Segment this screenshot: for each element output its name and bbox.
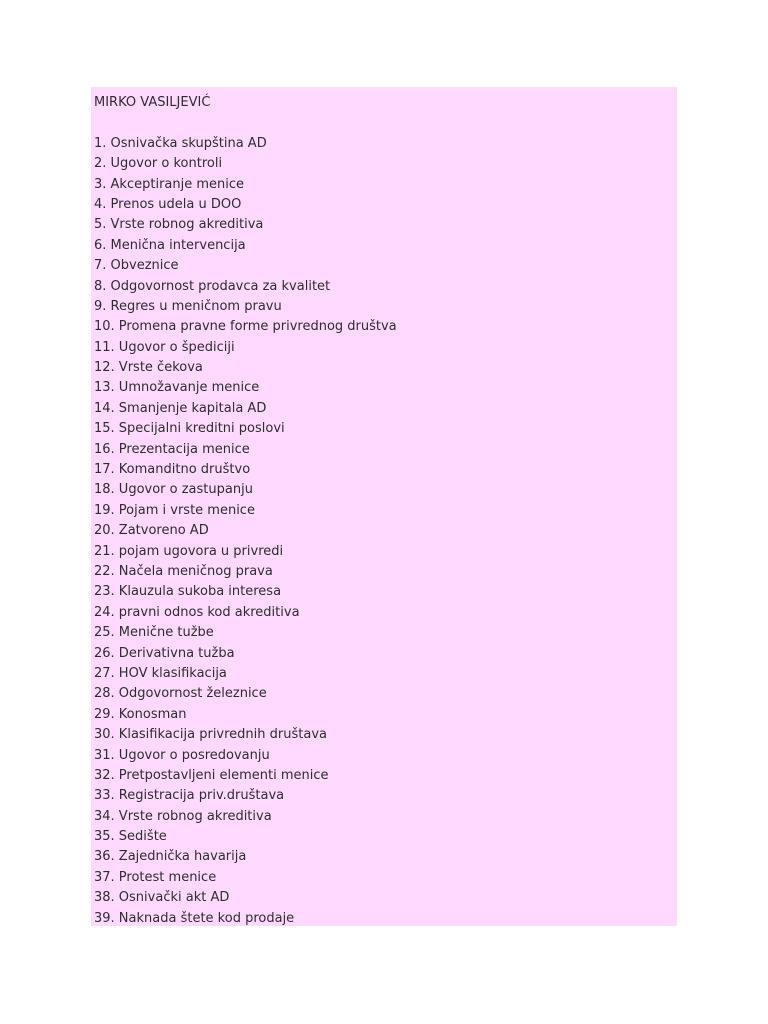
list-item: 18. Ugovor o zastupanju: [94, 482, 253, 498]
list-item: 36. Zajednička havarija: [94, 849, 247, 865]
list-item: 35. Sedište: [94, 829, 167, 845]
list-item: 11. Ugovor o špediciji: [94, 339, 235, 355]
list-item: 24. pravni odnos kod akreditiva: [94, 604, 300, 620]
list-item: 19. Pojam i vrste menice: [94, 502, 255, 518]
list-item: 25. Menične tužbe: [94, 625, 214, 641]
list-item: 27. HOV klasifikacija: [94, 665, 227, 681]
list-item: 21. pojam ugovora u privredi: [94, 543, 284, 559]
list-item: 6. Menična intervencija: [94, 237, 246, 253]
list-item: 23. Klauzula sukoba interesa: [94, 584, 282, 600]
list-item: 16. Prezentacija menice: [94, 441, 250, 457]
topic-list: [94, 134, 677, 926]
list-item: 15. Specijalni kreditni poslovi: [94, 421, 285, 437]
list-item: 31. Ugovor o posredovanju: [94, 747, 270, 763]
list-item: 33. Registracija priv.društava: [94, 788, 285, 804]
list-item: 10. Promena pravne forme privrednog društva: [94, 319, 397, 335]
list-item: 34. Vrste robnog akreditiva: [94, 808, 272, 824]
list-item: 1. Osnivačka skupština AD: [94, 135, 267, 151]
list-item: 20. Zatvoreno AD: [94, 523, 209, 539]
list-item: 17. Komanditno društvo: [94, 462, 251, 478]
list-item: 14. Smanjenje kapitala AD: [94, 400, 267, 416]
list-item: 2. Ugovor o kontroli: [94, 156, 223, 172]
list-item: 28. Odgovornost železnice: [94, 686, 267, 702]
list-item: 29. Konosman: [94, 706, 187, 722]
list-item: 12. Vrste čekova: [94, 360, 203, 376]
blank-line: [94, 113, 677, 133]
author-title: MIRKO VASILJEVIĆ: [94, 95, 211, 110]
list-item: 39. Naknada štete kod prodaje: [94, 910, 295, 926]
list-item: 38. Osnivački akt AD: [94, 890, 230, 906]
list-item: 13. Umnožavanje menice: [94, 380, 260, 396]
list-item: 30. Klasifikacija privrednih društava: [94, 727, 327, 743]
list-item: 32. Pretpostavljeni elementi menice: [94, 767, 329, 783]
list-item: 22. Načela meničnog prava: [94, 563, 273, 579]
list-item: 7. Obveznice: [94, 258, 179, 274]
list-item: 4. Prenos udela u DOO: [94, 196, 242, 212]
content-panel: [91, 87, 677, 926]
list-item: 5. Vrste robnog akreditiva: [94, 217, 264, 233]
list-item: 8. Odgovornost prodavca za kvalitet: [94, 278, 331, 294]
list-item: 37. Protest menice: [94, 869, 217, 885]
list-item: 3. Akceptiranje menice: [94, 176, 245, 192]
list-item: 26. Derivativna tužba: [94, 645, 235, 661]
list-item: 9. Regres u meničnom pravu: [94, 298, 282, 314]
